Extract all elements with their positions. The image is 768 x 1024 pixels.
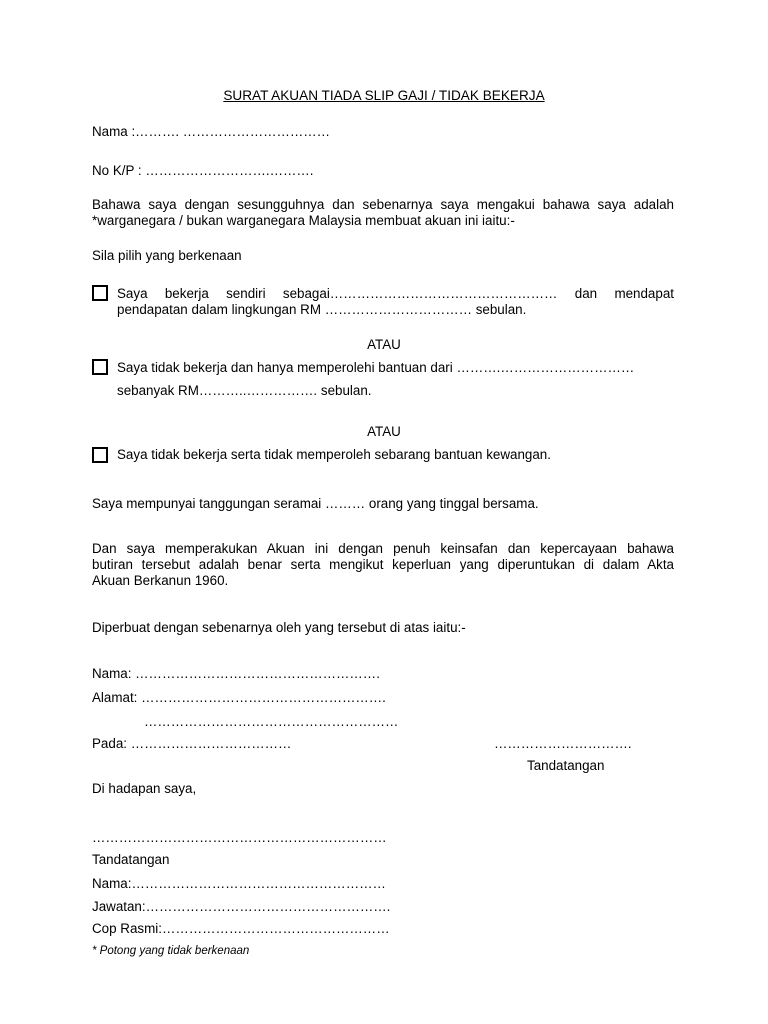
signatory-alamat-line-2: …………………………………………………	[144, 714, 399, 729]
option-2-line-2: sebanyak RM………..……………. sebulan.	[117, 383, 372, 398]
nokp-field-line: No K/P : ……………………….……….	[92, 163, 314, 178]
before-me-line: Di hadapan saya,	[92, 781, 197, 796]
witness-jawatan: Jawatan:……………………………………………….	[92, 899, 391, 914]
signature-label: Tandatangan	[527, 758, 605, 773]
witness-signature-dots: …………………………………………………………	[92, 830, 387, 845]
signatory-pada: Pada: ………………………………	[92, 736, 292, 751]
witness-signature-label: Tandatangan	[92, 852, 170, 867]
option-1-checkbox[interactable]	[92, 285, 108, 301]
signatory-nama: Nama: ……………………………………………….	[92, 666, 380, 681]
option-1-line-1: Saya bekerja sendiri sebagai…………………………………………… dan mendapat	[117, 286, 674, 301]
declaration-line-2: *warganegara / bukan warganegara Malaysia membuat akuan ini iaitu:-	[92, 213, 515, 228]
nama-field-line: Nama :………. ……………………………	[92, 124, 331, 139]
option-3-checkbox[interactable]	[92, 447, 108, 463]
declaration-line-1: Bahawa saya dengan sesungguhnya dan sebenarnya saya mengakui bahawa saya adalah	[92, 197, 674, 212]
option-1-line-2: pendapatan dalam lingkungan RM …………………………… sebulan.	[117, 302, 527, 317]
option-2-line-1: Saya tidak bekerja dan hanya memperolehi bantuan dari ……….…………………………	[117, 360, 635, 375]
atau-separator-1: ATAU	[367, 337, 401, 352]
witness-nama: Nama:…………………………………………………	[92, 876, 386, 891]
affirm-line-1: Dan saya memperakukan Akuan ini dengan penuh keinsafan dan kepercayaan bahawa	[92, 541, 674, 556]
dependents-line: Saya mempunyai tanggungan seramai ……… orang yang tinggal bersama.	[92, 496, 539, 511]
signatory-alamat: Alamat: ……………………………………………….	[92, 690, 386, 705]
affirm-line-3: Akuan Berkanun 1960.	[92, 573, 229, 588]
affirm-line-2: butiran tersebut adalah benar serta mengikut keperluan yang diperuntukan di dalam Akta	[92, 557, 674, 572]
document-title: SURAT AKUAN TIADA SLIP GAJI / TIDAK BEKERJA	[223, 88, 545, 103]
atau-separator-2: ATAU	[367, 424, 401, 439]
footnote: * Potong yang tidak berkenaan	[92, 945, 250, 957]
option-2-checkbox[interactable]	[92, 359, 108, 375]
choose-label: Sila pilih yang berkenaan	[92, 248, 242, 263]
option-3-line-1: Saya tidak bekerja serta tidak memperoleh sebarang bantuan kewangan.	[117, 447, 551, 462]
made-by-line: Diperbuat dengan sebenarnya oleh yang tersebut di atas iaitu:-	[92, 620, 466, 635]
witness-cop-rasmi: Cop Rasmi:……………………………………………	[92, 921, 390, 936]
signature-dots: ………………………….	[494, 736, 632, 751]
